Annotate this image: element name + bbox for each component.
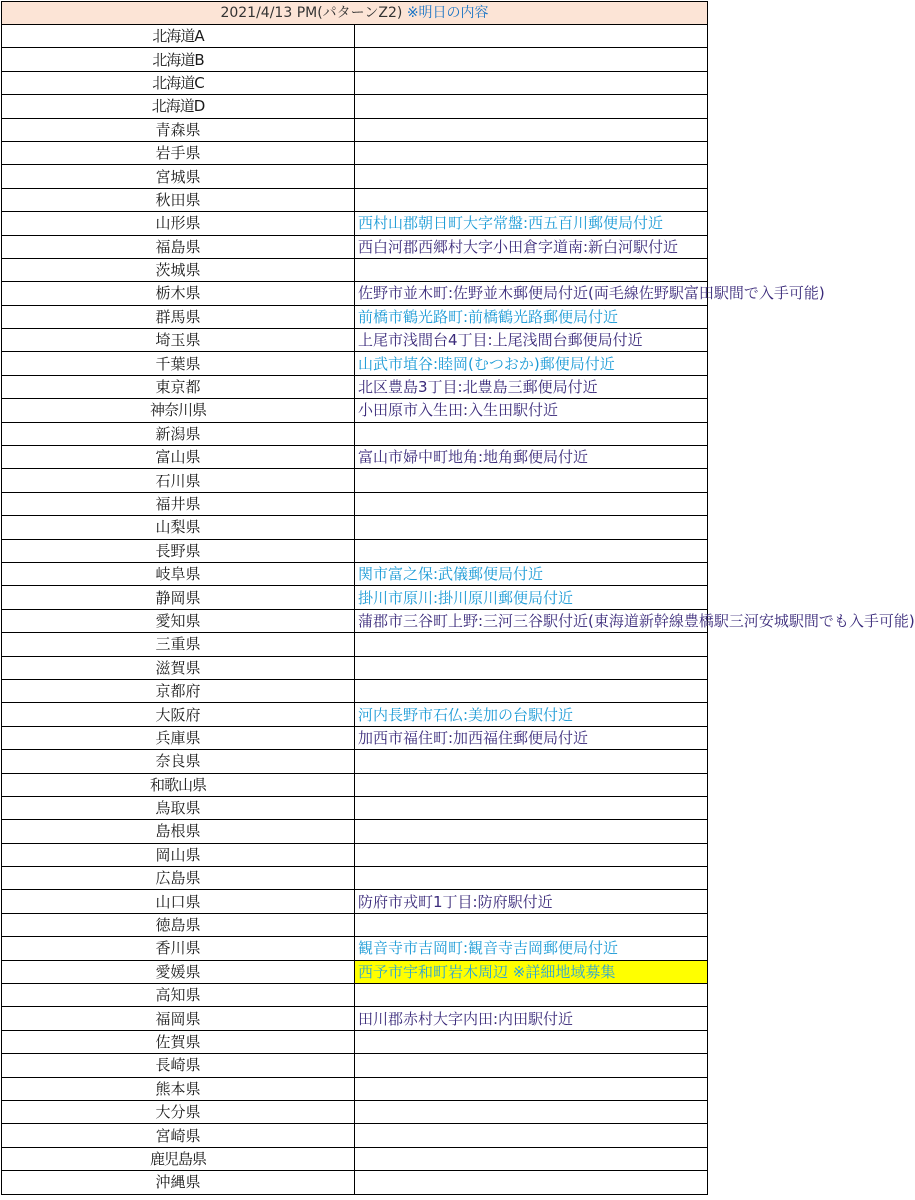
prefecture-cell[interactable]: 青森県	[2, 118, 355, 141]
location-cell[interactable]	[355, 913, 708, 936]
location-cell[interactable]	[355, 1100, 708, 1123]
prefecture-cell[interactable]: 茨城県	[2, 258, 355, 281]
location-cell[interactable]: 佐野市並木町:佐野並木郵便局付近(両毛線佐野駅富田駅間で入手可能)	[355, 282, 708, 305]
prefecture-cell[interactable]: 兵庫県	[2, 726, 355, 749]
location-cell[interactable]	[355, 1077, 708, 1100]
table-row	[2, 95, 708, 118]
location-cell[interactable]	[355, 1030, 708, 1053]
header-row	[2, 2, 708, 25]
table-row	[2, 188, 708, 211]
prefecture-cell[interactable]: 長野県	[2, 539, 355, 562]
location-cell[interactable]	[355, 773, 708, 796]
location-cell[interactable]	[355, 48, 708, 71]
location-cell[interactable]: 蒲郡市三谷町上野:三河三谷駅付近(東海道新幹線豊橋駅三河安城駅間でも入手可能)	[355, 609, 708, 632]
table-row	[2, 867, 708, 890]
prefecture-cell[interactable]: 愛知県	[2, 609, 355, 632]
location-cell[interactable]: 防府市戎町1丁目:防府駅付近	[355, 890, 708, 913]
prefecture-cell[interactable]: 鹿児島県	[2, 1147, 355, 1170]
table-row	[2, 773, 708, 796]
location-cell[interactable]	[355, 679, 708, 702]
header-cell	[2, 2, 708, 25]
header-title: 2021/4/13 PM(パターンZ2)	[220, 5, 403, 21]
prefecture-cell[interactable]: 佐賀県	[2, 1030, 355, 1053]
prefecture-cell[interactable]: 滋賀県	[2, 656, 355, 679]
location-cell[interactable]	[355, 843, 708, 866]
location-table	[1, 1, 915, 1195]
prefecture-cell[interactable]: 大阪府	[2, 703, 355, 726]
table-row	[2, 1054, 708, 1077]
table-row	[2, 984, 708, 1007]
prefecture-cell[interactable]: 鳥取県	[2, 796, 355, 819]
location-cell[interactable]: 西村山郡朝日町大字常盤:西五百川郵便局付近	[355, 212, 708, 235]
prefecture-cell[interactable]: 愛媛県	[2, 960, 355, 983]
location-cell[interactable]	[355, 165, 708, 188]
prefecture-cell[interactable]: 広島県	[2, 867, 355, 890]
prefecture-cell[interactable]: 宮崎県	[2, 1124, 355, 1147]
location-cell[interactable]: 西予市宇和町岩木周辺 ※詳細地域募集	[355, 960, 708, 983]
table-row	[2, 562, 708, 585]
prefecture-cell[interactable]: 福島県	[2, 235, 355, 258]
table-row	[2, 258, 708, 281]
location-cell[interactable]	[355, 422, 708, 445]
table-row	[2, 656, 708, 679]
location-cell[interactable]	[355, 1054, 708, 1077]
location-cell[interactable]	[355, 469, 708, 492]
table-row	[2, 399, 708, 422]
table-row	[2, 679, 708, 702]
table-row	[2, 726, 708, 749]
prefecture-cell[interactable]: 和歌山県	[2, 773, 355, 796]
table-row	[2, 165, 708, 188]
prefecture-cell[interactable]: 岐阜県	[2, 562, 355, 585]
table-row	[2, 796, 708, 819]
location-cell[interactable]	[355, 25, 708, 48]
prefecture-cell[interactable]: 群馬県	[2, 305, 355, 328]
prefecture-cell[interactable]: 東京都	[2, 375, 355, 398]
table-row	[2, 422, 708, 445]
prefecture-cell[interactable]: 長崎県	[2, 1054, 355, 1077]
location-cell[interactable]	[355, 539, 708, 562]
table-row	[2, 820, 708, 843]
prefecture-cell[interactable]: 北海道D	[2, 95, 355, 118]
table-row	[2, 352, 708, 375]
location-cell[interactable]	[355, 1124, 708, 1147]
table-row	[2, 25, 708, 48]
location-cell[interactable]: 上尾市浅間台4丁目:上尾浅間台郵便局付近	[355, 329, 708, 352]
table-row	[2, 141, 708, 164]
location-cell[interactable]	[355, 1147, 708, 1170]
table-row	[2, 539, 708, 562]
prefecture-cell[interactable]: 三重県	[2, 633, 355, 656]
prefecture-cell[interactable]: 熊本県	[2, 1077, 355, 1100]
prefecture-cell[interactable]: 大分県	[2, 1100, 355, 1123]
location-cell[interactable]	[355, 71, 708, 94]
prefecture-cell[interactable]: 徳島県	[2, 913, 355, 936]
table-row	[2, 1077, 708, 1100]
location-cell[interactable]	[355, 95, 708, 118]
prefecture-cell[interactable]: 秋田県	[2, 188, 355, 211]
table-row	[2, 750, 708, 773]
location-cell[interactable]	[355, 867, 708, 890]
prefecture-cell[interactable]: 岡山県	[2, 843, 355, 866]
table-row	[2, 375, 708, 398]
location-cell[interactable]	[355, 118, 708, 141]
table-row	[2, 1124, 708, 1147]
location-cell[interactable]: 小田原市入生田:入生田駅付近	[355, 399, 708, 422]
location-cell[interactable]	[355, 516, 708, 539]
table-row	[2, 960, 708, 983]
table-row	[2, 446, 708, 469]
prefecture-cell[interactable]: 千葉県	[2, 352, 355, 375]
location-cell[interactable]	[355, 984, 708, 1007]
prefecture-cell[interactable]: 富山県	[2, 446, 355, 469]
table-row	[2, 1147, 708, 1170]
location-cell[interactable]: 富山市婦中町地角:地角郵便局付近	[355, 446, 708, 469]
table-row	[2, 282, 708, 305]
table-row	[2, 469, 708, 492]
location-cell[interactable]	[355, 656, 708, 679]
prefecture-cell[interactable]: 北海道B	[2, 48, 355, 71]
location-cell[interactable]	[355, 633, 708, 656]
location-cell[interactable]: 田川郡赤村大字内田:内田駅付近	[355, 1007, 708, 1030]
prefecture-cell[interactable]: 北海道C	[2, 71, 355, 94]
header-note: ※明日の内容	[406, 5, 489, 21]
table-row	[2, 843, 708, 866]
location-cell[interactable]	[355, 188, 708, 211]
table-row	[2, 609, 708, 632]
prefecture-cell[interactable]: 山梨県	[2, 516, 355, 539]
prefecture-cell[interactable]: 静岡県	[2, 586, 355, 609]
location-cell[interactable]: 北区豊島3丁目:北豊島三郵便局付近	[355, 375, 708, 398]
location-cell[interactable]: 観音寺市吉岡町:観音寺吉岡郵便局付近	[355, 937, 708, 960]
prefecture-cell[interactable]: 栃木県	[2, 282, 355, 305]
location-cell[interactable]	[355, 750, 708, 773]
location-cell[interactable]	[355, 492, 708, 515]
table-row	[2, 1007, 708, 1030]
prefecture-cell[interactable]: 埼玉県	[2, 329, 355, 352]
prefecture-cell[interactable]: 奈良県	[2, 750, 355, 773]
prefecture-cell[interactable]: 神奈川県	[2, 399, 355, 422]
location-cell[interactable]: 山武市埴谷:睦岡(むつおか)郵便局付近	[355, 352, 708, 375]
table-row	[2, 586, 708, 609]
location-cell[interactable]	[355, 1171, 708, 1194]
table-row	[2, 235, 708, 258]
prefecture-cell[interactable]: 石川県	[2, 469, 355, 492]
table-row	[2, 71, 708, 94]
table-row	[2, 516, 708, 539]
location-cell[interactable]: 前橋市鶴光路町:前橋鶴光路郵便局付近	[355, 305, 708, 328]
table-row	[2, 305, 708, 328]
prefecture-cell[interactable]: 福岡県	[2, 1007, 355, 1030]
location-cell[interactable]	[355, 258, 708, 281]
table-row	[2, 118, 708, 141]
location-cell[interactable]: 河内長野市石仏:美加の台駅付近	[355, 703, 708, 726]
table-row	[2, 1100, 708, 1123]
table-row	[2, 1171, 708, 1194]
table-row	[2, 492, 708, 515]
prefecture-cell[interactable]: 島根県	[2, 820, 355, 843]
prefecture-cell[interactable]: 北海道A	[2, 25, 355, 48]
prefecture-cell[interactable]: 山形県	[2, 212, 355, 235]
table-row	[2, 212, 708, 235]
table-row	[2, 329, 708, 352]
location-cell[interactable]	[355, 796, 708, 819]
prefecture-cell[interactable]: 福井県	[2, 492, 355, 515]
table-row	[2, 48, 708, 71]
table-row	[2, 913, 708, 936]
location-cell[interactable]: 西白河郡西郷村大字小田倉字道南:新白河駅付近	[355, 235, 708, 258]
table-row	[2, 937, 708, 960]
location-cell[interactable]: 関市富之保:武儀郵便局付近	[355, 562, 708, 585]
location-cell[interactable]	[355, 820, 708, 843]
location-cell[interactable]: 掛川市原川:掛川原川郵便局付近	[355, 586, 708, 609]
location-cell[interactable]	[355, 141, 708, 164]
prefecture-cell[interactable]: 宮城県	[2, 165, 355, 188]
table-row	[2, 1030, 708, 1053]
table-row	[2, 703, 708, 726]
prefecture-cell[interactable]: 沖縄県	[2, 1171, 355, 1194]
prefecture-cell[interactable]: 新潟県	[2, 422, 355, 445]
location-cell[interactable]: 加西市福住町:加西福住郵便局付近	[355, 726, 708, 749]
prefecture-cell[interactable]: 岩手県	[2, 141, 355, 164]
table-row	[2, 633, 708, 656]
prefecture-cell[interactable]: 高知県	[2, 984, 355, 1007]
prefecture-cell[interactable]: 京都府	[2, 679, 355, 702]
prefecture-cell[interactable]: 香川県	[2, 937, 355, 960]
prefecture-cell[interactable]: 山口県	[2, 890, 355, 913]
table-row	[2, 890, 708, 913]
